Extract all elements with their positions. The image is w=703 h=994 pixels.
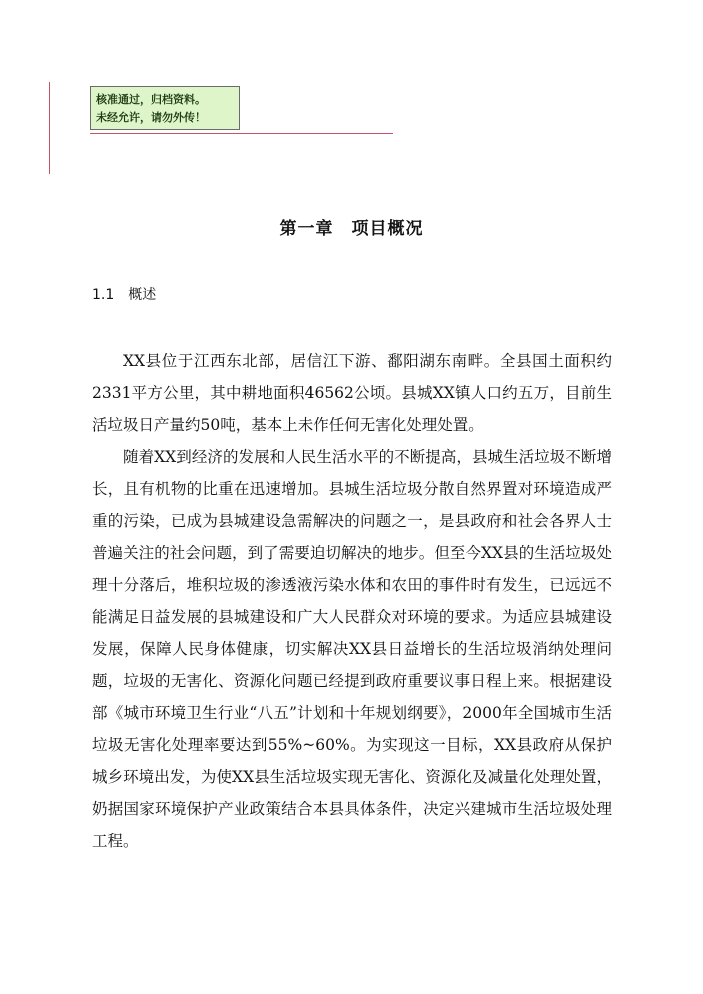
header-rule: [90, 133, 393, 134]
paragraph-2: 随着XX到经济的发展和人民生活水平的不断提高，县城生活垃圾不断增长，且有机物的比重在迅速增加。县城生活垃圾分散自然界置对环境造成严重的污染，已成为县城建设急需解决的问题之一，是县政府和社会各界人士普遍关注的社会问题，到了需要迫切解决的地步。但至今XX县的生活垃圾处理十分落后，堆积垃圾的渗透液污染水体和农田的事件时有发生，已远远不能满足日益发展的县城建设和广大人民群众对环境的要求。为适应县城建设发展，保障人民身体健康，切实解决XX县日益增长的生活垃圾消纳处理问题，垃圾的无害化、资源化问题已经提到政府重要议事日程上来。根据建设部《城市环境卫生行业“八五”计划和十年规划纲要》，2000年全国城市生活垃圾无害化处理率要达到55%~60%。为实现这一目标，XX县政府从保护城乡环境出发，为使XX县生活垃圾实现无害化、资源化及减量化处理处置，奶据国家环境保护产业政策结合本县具体条件，决定兴建城市生活垃圾处理工程。: [92, 448, 612, 850]
section-heading: 1.1 概述: [92, 287, 157, 303]
margin-line: [49, 82, 50, 174]
paragraph-1: XX县位于江西东北部，居信江下游、鄱阳湖东南畔。全县国土面积约2331平方公里，其中耕地面积46562公顷。县城XX镇人口约五万，目前生活垃圾日产量约50吨，基本上未作任何无害化处理处置。: [92, 352, 612, 434]
stamp-line-2: 未经允许，请勿外传！: [96, 111, 206, 124]
stamp-line-1: 核准通过，归档资料。: [96, 93, 206, 106]
chapter-title: 第一章 项目概况: [279, 219, 424, 239]
body-text: [92, 345, 612, 857]
archive-stamp: [90, 86, 240, 130]
